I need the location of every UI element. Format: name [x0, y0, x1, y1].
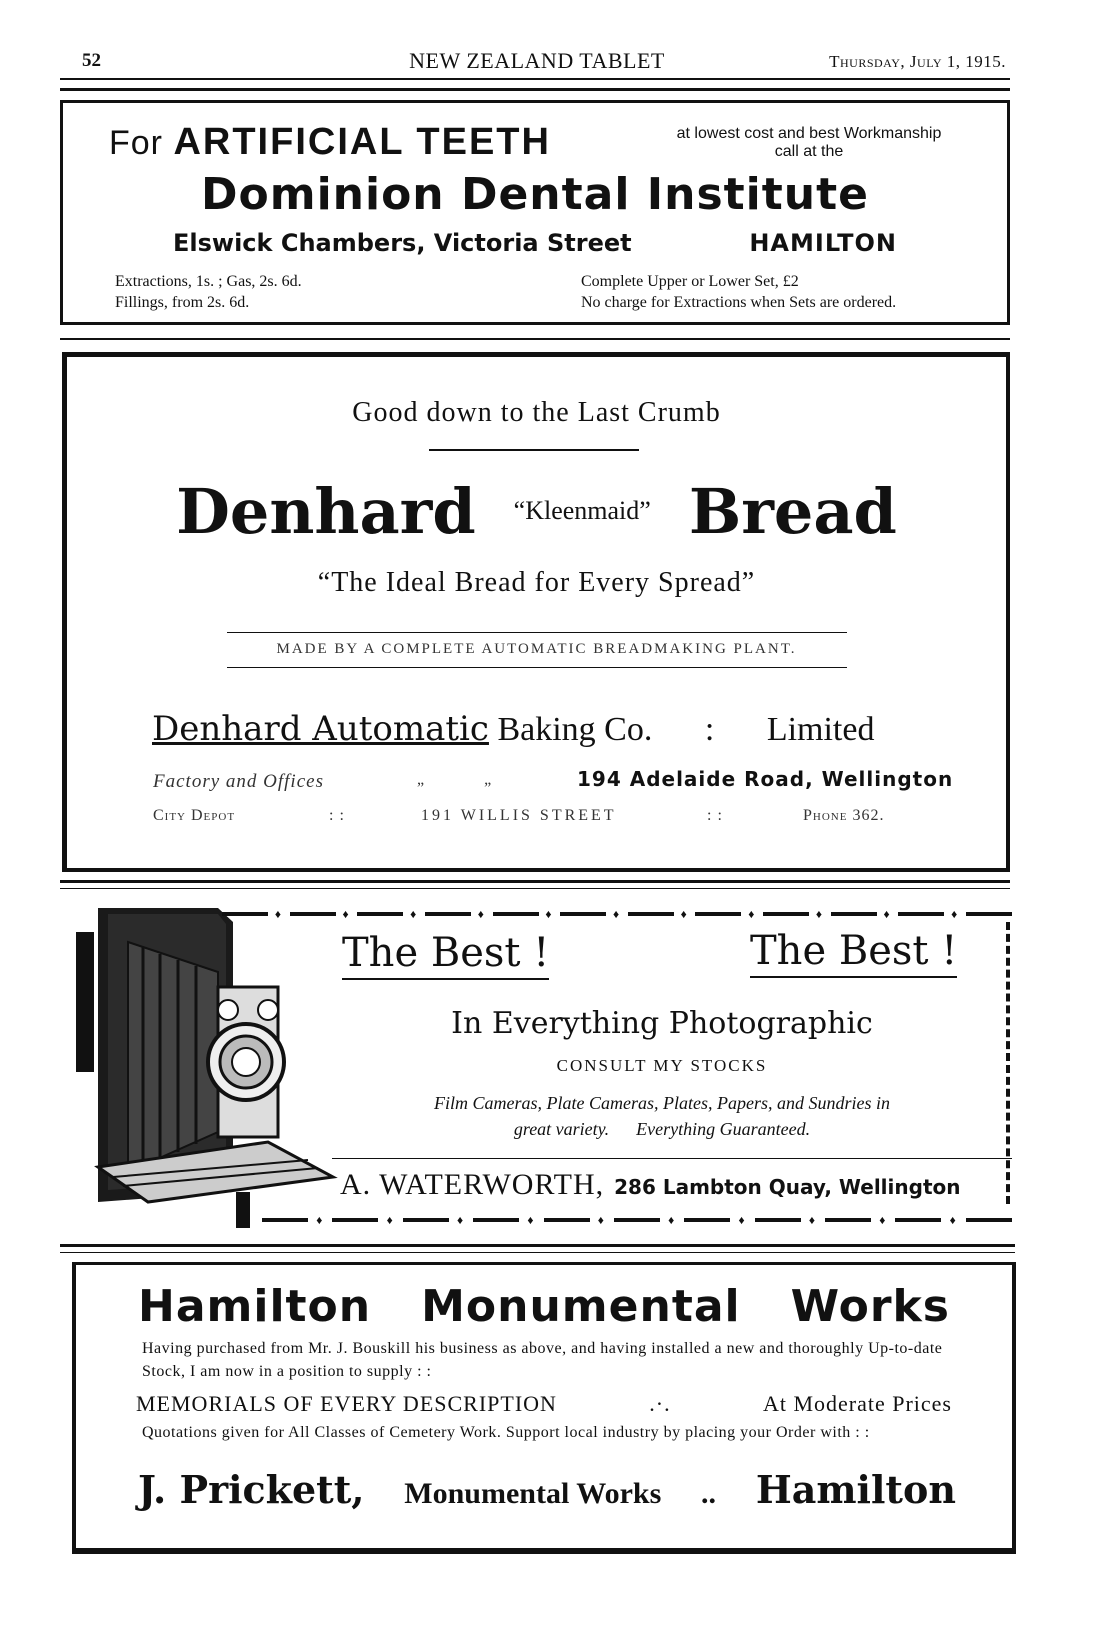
folding-camera-illustration [68, 902, 338, 1232]
monument-sig-name: J. Prickett, [138, 1467, 365, 1512]
dental-address: Elswick Chambers, Victoria Street [173, 229, 632, 257]
photo-list-line-1: Film Cameras, Plate Cameras, Plates, Papers, and Sundries in [434, 1093, 890, 1113]
bread-depot-sep-2: : : [707, 807, 723, 824]
monument-paragraph-1: Having purchased from Mr. J. Bouskill his business as above, and having installed a new and thoroughly Up-to-date Stock, I am now in a position to supply : : [142, 1340, 943, 1380]
photo-best-left: The Best ! [342, 930, 549, 980]
monumental-advertisement [72, 1262, 1016, 1554]
publication-title: NEW ZEALAND TABLET [409, 48, 665, 73]
photo-signature [340, 1168, 961, 1202]
bread-made-rule-top [227, 632, 847, 633]
bread-company-sep: : [704, 711, 715, 748]
monument-heading-right: At Moderate Prices [762, 1391, 952, 1416]
bread-title [67, 475, 1006, 548]
monument-sig-sep: .. [701, 1477, 717, 1510]
photo-list-line-2: great variety. Everything Guaranteed. [513, 1119, 811, 1139]
dental-headline [109, 121, 551, 164]
bread-depot-sep: : : [329, 807, 345, 824]
monument-title-works: Works [790, 1281, 950, 1332]
monument-sig-works: Monumental Works [404, 1477, 662, 1510]
monument-title-hamilton: Hamilton [138, 1281, 372, 1332]
photo-advertisement [62, 900, 1012, 1230]
bread-company-limited: Limited [766, 711, 875, 748]
divider-rule [60, 880, 1010, 883]
dental-side-note-line-1: at lowest cost and best Workmanship [676, 125, 942, 142]
dental-side-note [649, 125, 969, 161]
bread-made-rule-bottom [227, 667, 847, 668]
photo-signature-address: 286 Lambton Quay, Wellington [614, 1175, 961, 1199]
photo-subtitle: In Everything Photographic [451, 1006, 873, 1041]
dental-city: HAMILTON [749, 229, 897, 257]
photo-sig-rule [332, 1158, 1012, 1159]
monument-signature [138, 1467, 956, 1512]
dental-institute-name: Dominion Dental Institute [200, 169, 869, 220]
monument-heading-sep: .·. [649, 1391, 671, 1416]
bread-company-rest: Baking Co. [497, 711, 653, 748]
bread-advertisement [62, 352, 1010, 872]
monument-heading [136, 1391, 952, 1417]
dental-price-sets: Complete Upper or Lower Set, £2 [581, 273, 799, 290]
bread-title-kleenmaid: “Kleenmaid” [513, 496, 651, 525]
bread-made-by: MADE BY A COMPLETE AUTOMATIC BREADMAKING PLANT. [276, 641, 797, 657]
header-rule [60, 78, 1010, 80]
dental-for-prefix: For [109, 124, 163, 162]
photo-border-right [1006, 922, 1014, 1204]
page-number: 52 [82, 50, 101, 71]
bread-title-bread: Bread [688, 475, 897, 548]
bread-depot-label: City Depot [153, 807, 236, 824]
divider-rule [60, 1244, 1015, 1247]
issue-date: Thursday, July 1, 1915. [829, 52, 1006, 71]
dental-price-extractions: Extractions, 1s. ; Gas, 2s. 6d. [115, 273, 302, 290]
monument-title-monumental: Monumental [421, 1281, 741, 1332]
monument-sig-city: Hamilton [755, 1467, 956, 1512]
photo-signature-name: A. WATERWORTH, [340, 1168, 605, 1201]
bread-depot-phone: Phone 362. [803, 807, 885, 824]
monument-title [138, 1281, 950, 1332]
dental-side-note-line-2: call at the [774, 143, 844, 160]
bread-company-main: Denhard Automatic [152, 709, 489, 749]
bread-factory-label: Factory and Offices [153, 771, 324, 792]
bread-company [152, 709, 874, 749]
bread-factory-sep: „ „ [417, 771, 520, 788]
bread-tagline: Good down to the Last Crumb [352, 397, 721, 428]
divider-rule [60, 338, 1010, 340]
bread-depot-address: 191 WILLIS STREET [421, 807, 617, 824]
dental-headline-text: ARTIFICIAL TEETH [173, 121, 551, 163]
photo-consult: CONSULT MY STOCKS [556, 1056, 768, 1075]
divider-rule-thin [60, 1252, 1015, 1253]
page-header [62, 48, 1012, 78]
photo-best-right: The Best ! [750, 928, 957, 978]
divider-rule-thin [60, 888, 1010, 889]
dental-price-fillings: Fillings, from 2s. 6d. [115, 294, 250, 311]
dental-no-charge-note: No charge for Extractions when Sets are ordered. [581, 294, 897, 311]
bread-tagline-rule [429, 449, 639, 451]
bread-slogan: “The Ideal Bread for Every Spread” [317, 567, 756, 598]
bread-title-denhard: Denhard [176, 475, 476, 548]
photo-border-top: ♦ ♦ ♦ ♦ ♦ ♦ ♦ ♦ ♦ ♦ ♦ [222, 910, 1012, 918]
header-rule-thick [60, 88, 1010, 91]
monument-paragraph-2: Quotations given for All Classes of Cemetery Work. Support local industry by placing your Order with : : [142, 1424, 870, 1441]
bread-factory-address: 194 Adelaide Road, Wellington [577, 767, 954, 791]
photo-border-bottom: ♦ ♦ ♦ ♦ ♦ ♦ ♦ ♦ ♦ ♦ [262, 1216, 1012, 1224]
dental-advertisement [60, 100, 1010, 325]
monument-heading-left: MEMORIALS OF EVERY DESCRIPTION [136, 1391, 557, 1416]
